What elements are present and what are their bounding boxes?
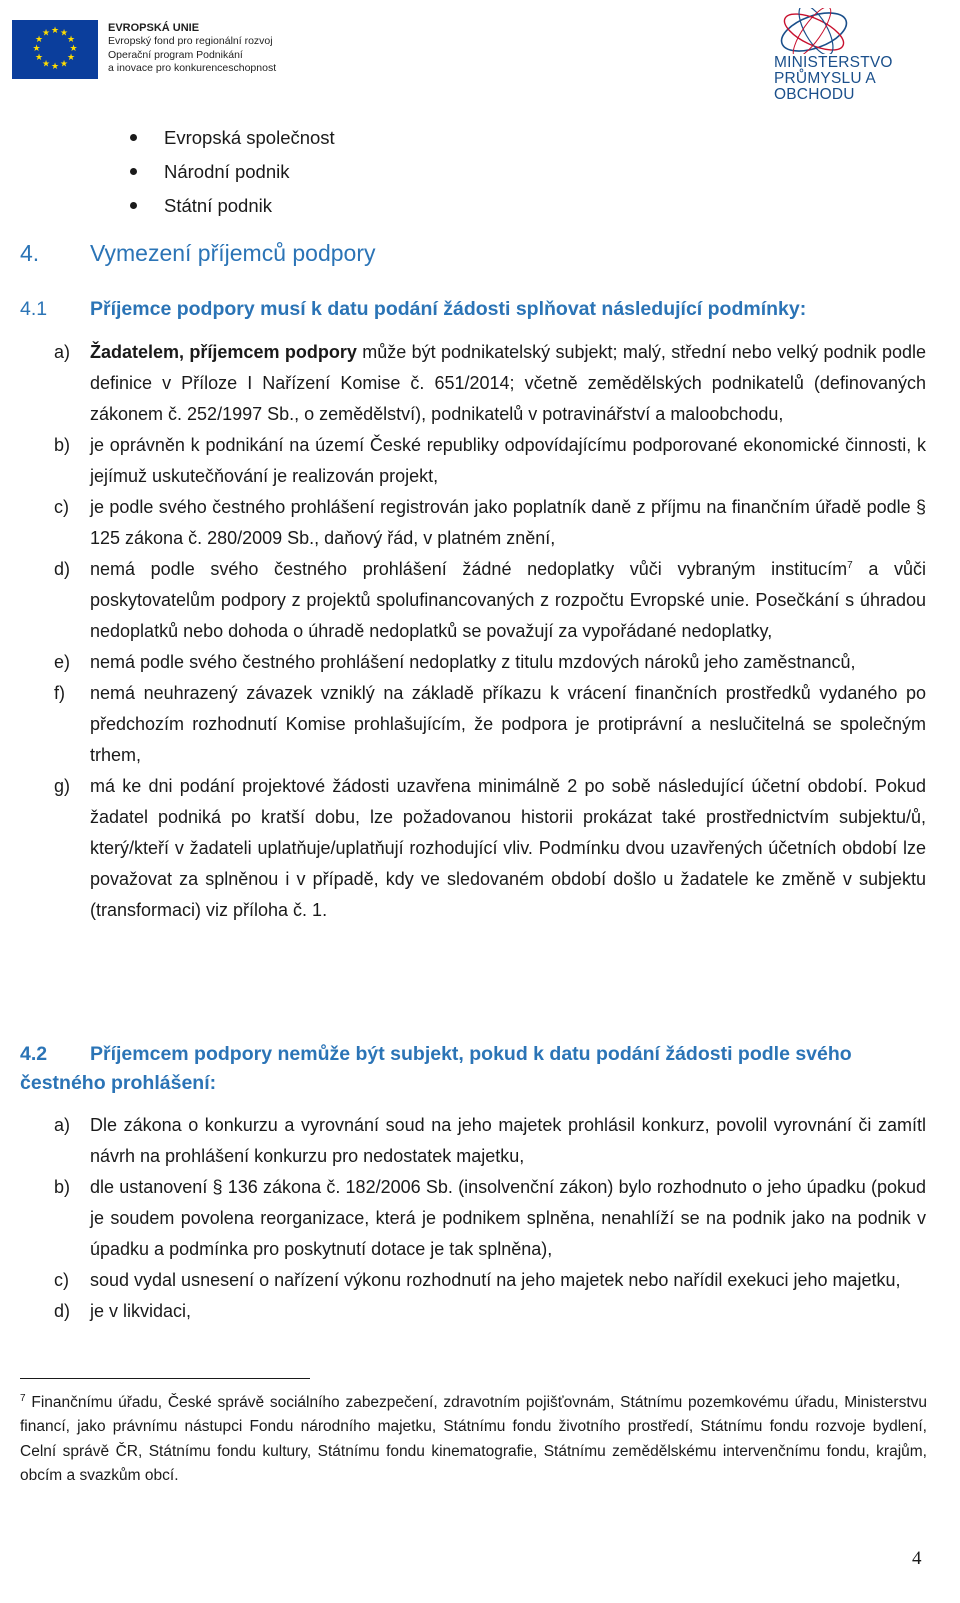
section-title: Vymezení příjemců podpory [90,240,376,266]
svg-text:★: ★ [59,28,69,39]
footnote-number: 7 [20,1392,26,1404]
svg-text:★: ★ [41,28,51,39]
section-title: Příjemcem podpory nemůže být subjekt, pokud k datu podání žádosti podle svého čestného prohlášení: [20,1043,852,1094]
footnote-divider [20,1378,310,1379]
section-number: 4. [20,240,40,266]
list-item [54,771,926,926]
conditions-list [54,337,926,926]
list-item [54,1110,926,1172]
list-item-text: a vůči poskytovatelům podpory z projektů spolufinancovaných z rozpočtu Evropské unie. Posečkání s úhradou nedoplatků nebo dohoda o úhradě nedoplatků se považují za vypořádané nedoplatky, [90,559,926,641]
eu-logo [12,20,287,82]
list-item-text: nemá podle svého čestného prohlášení nedoplatky z titulu mzdových nároků jeho zaměstnanců, [90,652,856,672]
list-item-text: nemá neuhrazený závazek vzniklý na základě příkazu k vrácení finančních prostředků vydaného po předchozím rozhodnutí Komise prohlašujícím, že podpora je protiprávní a neslučitelná se společným trhem, [90,683,926,765]
list-marker: a) [54,1115,71,1135]
eu-logo-line1: EVROPSKÁ UNIE [108,22,200,34]
eu-logo-line4: a inovace pro konkurenceschopnost [108,61,277,74]
list-item [54,554,926,647]
ministry-logo-text [774,55,954,103]
list-item-bold: Žadatelem, příjemcem podpory [90,342,357,362]
bullet-item: Národní podnik [134,155,335,189]
eu-logo-line2: Evropský fond pro regionální rozvoj [108,35,273,48]
ministry-emblem-icon [774,8,864,54]
svg-text:★: ★ [34,53,44,63]
list-item-text: je oprávněn k podnikání na území České republiky odpovídajícímu podporované ekonomické činnosti, k jejímuž uskutečňování je realizován projekt, [90,435,926,486]
svg-text:★: ★ [32,44,41,54]
list-marker: c) [54,497,69,517]
svg-text:★: ★ [41,59,51,70]
eu-logo-text [108,20,276,82]
list-item-text: je v likvidaci, [90,1301,192,1321]
ministry-logo [774,8,954,103]
list-item [54,430,926,492]
list-marker: g) [54,776,71,796]
svg-text:★: ★ [50,62,60,72]
bullet-list [134,121,335,223]
list-item [54,1172,926,1265]
section-title: Příjemce podpory musí k datu podání žádosti splňovat následující podmínky: [90,298,807,320]
section-4-heading [20,240,376,267]
svg-text:★: ★ [66,53,76,63]
list-marker: e) [54,652,71,672]
list-item [54,678,926,771]
list-item [54,1296,926,1327]
svg-text:★: ★ [66,35,76,45]
section-number: 4.2 [20,1043,48,1065]
eu-logo-line3: Operační program Podnikání [108,48,243,61]
bullet-item: Evropská společnost [134,121,335,155]
list-item-text: má ke dni podání projektové žádosti uzavřena minimálně 2 po sobě následující účetní období. Pokud žadatel podniká po kratší dobu, lze požadovanou historii prokázat také prostřednictvím subjektu/ů, který/kteří v žadateli uplatňuje/uplatňují rozhodující vliv. Podmínku dvou uzavřených účetních období lze považovat za splněnou i v případě, kdy ve sledovaném období došlo u žadatele ke změně v subjektu (transformaci) viz příloha č. 1. [90,776,926,920]
svg-text:★: ★ [69,44,78,54]
footnote-text: Finančnímu úřadu, České správě sociálního zabezpečení, zdravotním pojišťovnám, Státnímu pozemkovému úřadu, Ministerstvu financí, jako právnímu nástupci Fondu národního majetku, Státnímu fondu životního prostředí, Státnímu fondu rozvoje bydlení, Celní správě ČR, Státnímu fondu kultury, Státnímu fondu kinematografie, Státnímu zemědělskému intervenčnímu fondu, krajům, obcím a svazkům obcí. [20,1394,927,1484]
list-marker: c) [54,1270,69,1290]
ministry-logo-line1: MINISTERSTVO [774,54,893,71]
bullet-item: Státní podnik [134,189,335,223]
list-marker: d) [54,559,71,579]
svg-text:★: ★ [50,26,60,36]
page-number: 4 [912,1548,922,1569]
list-item-text: nemá podle svého čestného prohlášení žádné nedoplatky vůči vybraným institucím [90,559,848,579]
footnote-reference[interactable]: 7 [847,560,853,571]
list-item [54,337,926,430]
section-number: 4.1 [20,298,48,320]
list-item-text: může být podnikatelský subjekt; malý, střední nebo velký podnik podle definice v Příloze I Nařízení Komise č. 651/2014; včetně zemědělských podnikatelů (definovaných zákonem č. 252/1997 Sb., o zemědělství), podnikatelů v potravinářství a maloobchodu, [90,342,926,424]
list-item-text: dle ustanovení § 136 zákona č. 182/2006 Sb. (insolvenční zákon) bylo rozhodnuto o jeho úpadku (pokud je soudem povolena reorganizace, která je podnikem splněna, nenahlíží se na podnik jako na podnik v úpadku a podmínka pro poskytnutí dotace je tak splněna), [90,1177,926,1259]
list-marker: a) [54,342,71,362]
list-item-text: soud vydal usnesení o nařízení výkonu rozhodnutí na jeho majetek nebo nařídil exekuci jeho majetku, [90,1270,901,1290]
list-marker: d) [54,1301,71,1321]
list-marker: b) [54,1177,71,1197]
svg-text:★: ★ [59,59,69,70]
ministry-logo-line2: PRŮMYSLU A OBCHODU [774,70,876,103]
list-item [54,492,926,554]
svg-text:★: ★ [34,35,44,45]
list-marker: f) [54,683,65,703]
eu-flag-icon [12,20,98,79]
exclusions-list [54,1110,926,1327]
list-item-text: je podle svého čestného prohlášení registrován jako poplatník daně z příjmu na finančním úřadě podle § 125 zákona č. 280/2009 Sb., daňový řád, v platném znění, [90,497,926,548]
list-item [54,647,926,678]
section-4-2-heading [20,1040,920,1098]
footnote [20,1391,927,1488]
list-item-text: Dle zákona o konkurzu a vyrovnání soud na jeho majetek prohlásil konkurz, povolil vyrovnání či zamítl návrh na prohlášení konkurzu pro nedostatek majetku, [90,1115,926,1166]
section-4-1-heading [20,298,806,321]
page-header [0,0,960,103]
list-item [54,1265,926,1296]
list-marker: b) [54,435,71,455]
